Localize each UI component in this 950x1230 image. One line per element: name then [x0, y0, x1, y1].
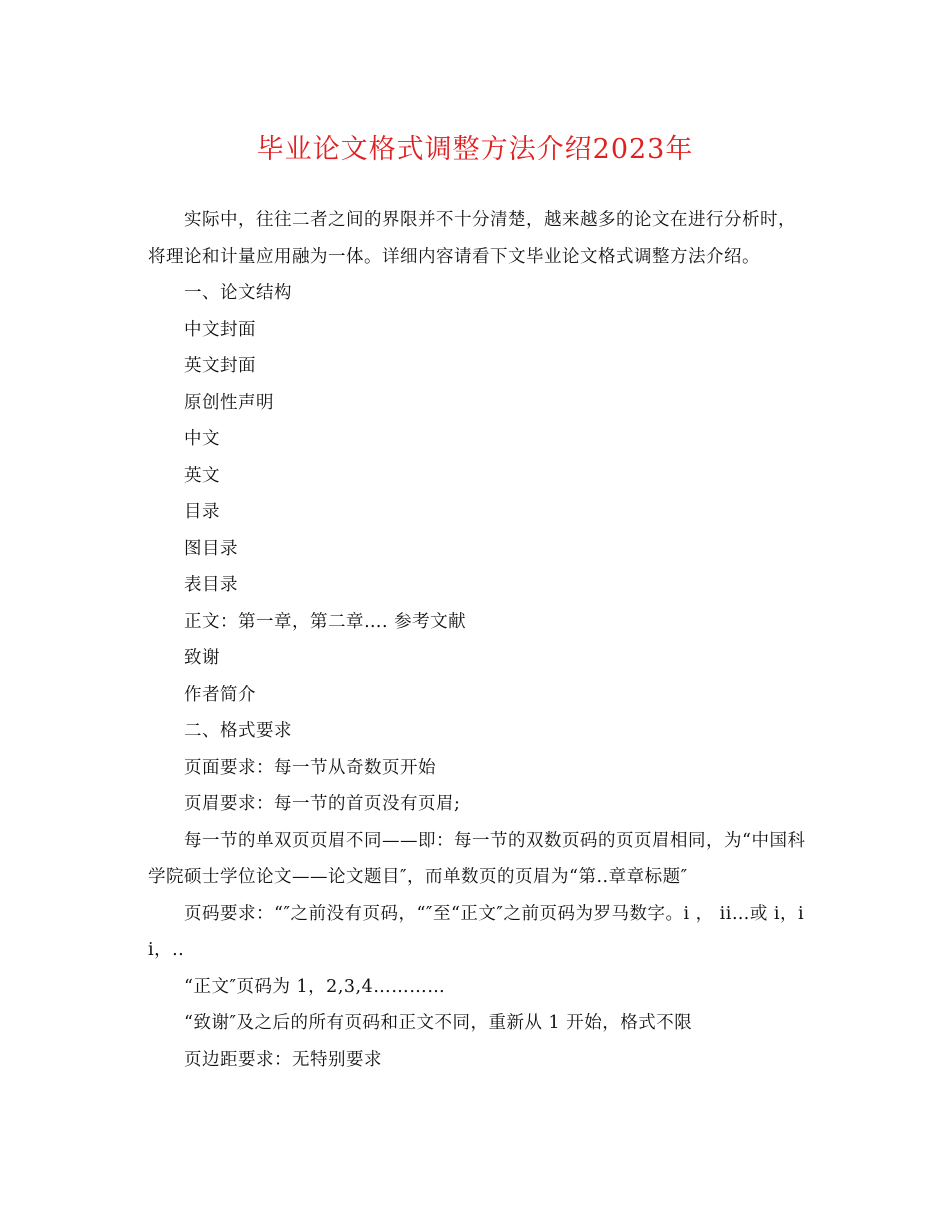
- document-title: 毕业论文格式调整方法介绍2023年: [256, 134, 694, 165]
- section-heading-format: 二、格式要求: [184, 721, 292, 741]
- paragraph: 页码要求：“″之前没有页码，“″至“正文″之前页码为罗马数字。i ， ii…或 i，ii，..: [148, 903, 805, 960]
- list-item: 目录: [184, 502, 220, 522]
- list-item: 英文封面: [184, 356, 256, 376]
- list-item: 英文: [184, 465, 220, 486]
- list-item: 中文: [184, 429, 220, 449]
- document-body: [148, 202, 808, 1078]
- intro-paragraph: 实际中，往往二者之间的界限并不十分清楚，越来越多的论文在进行分析时，将理论和计量应用融为一体。详细内容请看下文毕业论文格式调整方法介绍。: [148, 210, 796, 267]
- paragraph: 页面要求：每一节从奇数页开始: [184, 757, 436, 778]
- paragraph: 每一节的单双页页眉不同——即：每一节的双数页码的页页眉相同，为“中国科学院硕士学位论文——论文题目″，而单数页的页眉为“第..章章标题″: [148, 830, 806, 887]
- list-item: 致谢: [184, 648, 220, 668]
- paragraph: 页眉要求：每一节的首页没有页眉;: [184, 794, 461, 814]
- section-heading-structure: 一、论文结构: [184, 283, 292, 303]
- paragraph: 页边距要求：无特别要求: [184, 1049, 382, 1070]
- list-item: 正文：第一章，第二章…. 参考文献: [184, 611, 467, 632]
- list-item: 作者简介: [184, 684, 256, 705]
- list-item: 原创性声明: [184, 392, 274, 413]
- list-item: 图目录: [184, 538, 238, 559]
- paragraph: “致谢″及之后的所有页码和正文不同，重新从 1 开始，格式不限: [184, 1013, 693, 1033]
- list-item: 中文封面: [184, 319, 256, 340]
- paragraph: “正文″页码为 1，2,3,4…………: [184, 976, 446, 997]
- list-item: 表目录: [184, 575, 238, 595]
